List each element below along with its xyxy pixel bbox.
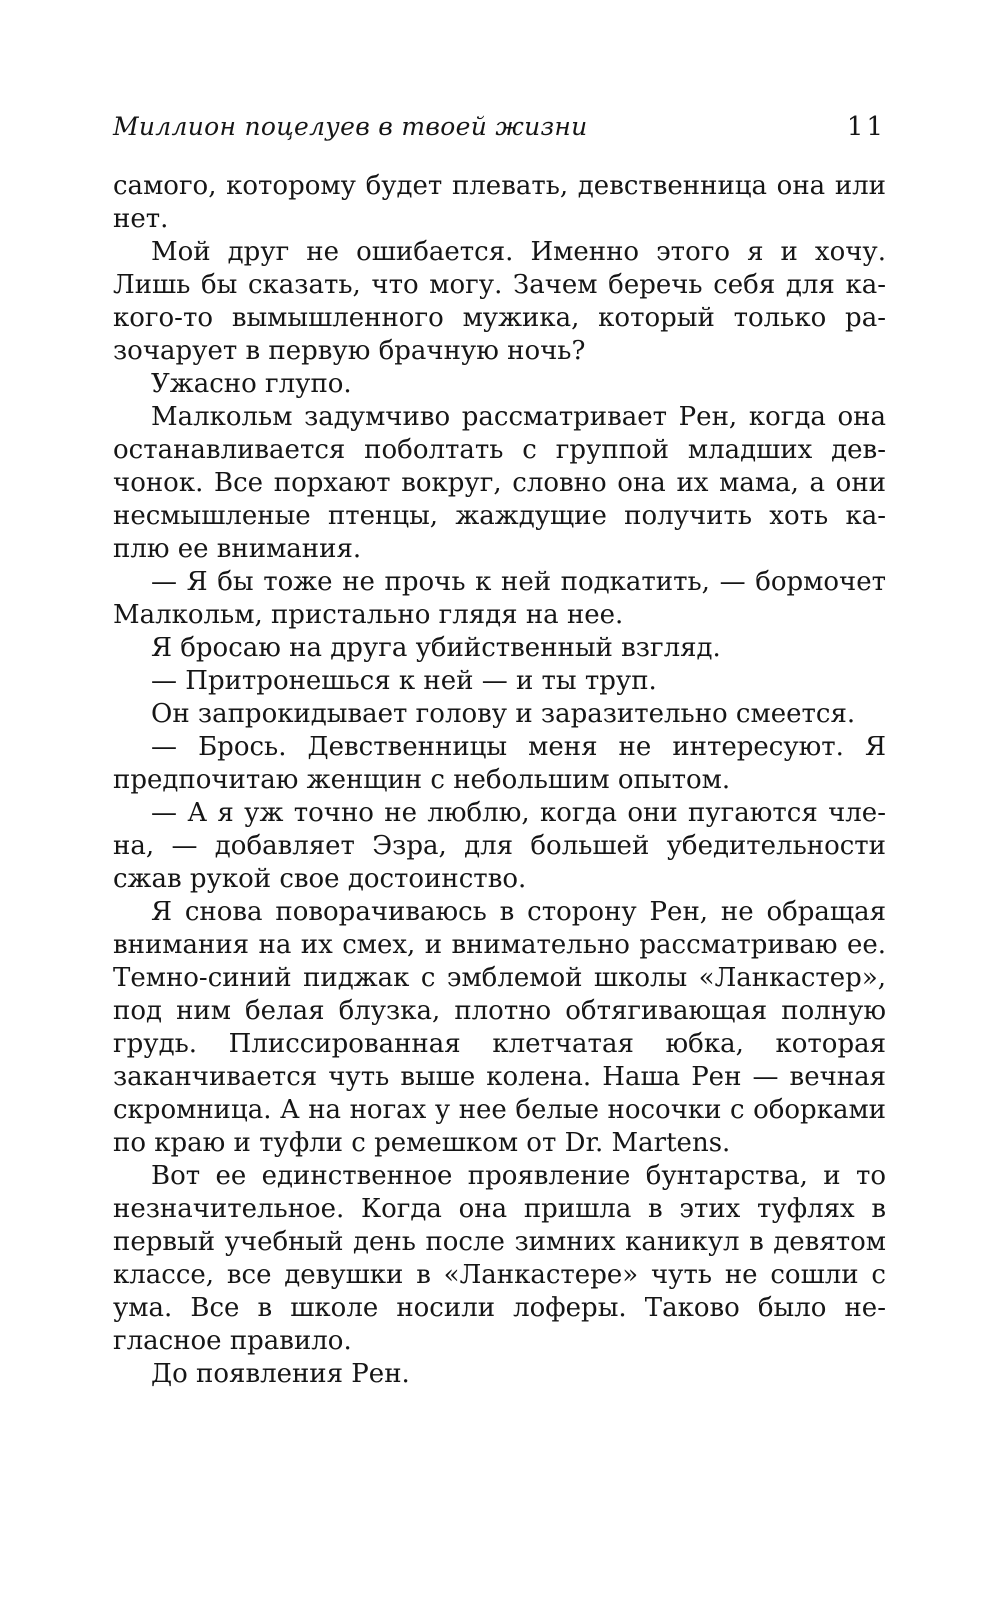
page-number: 11 (846, 112, 886, 142)
paragraph: самого, которому будет плевать, девственница она или нет. (113, 171, 886, 234)
running-header (113, 112, 886, 142)
paragraph: До появления Рен. (151, 1359, 410, 1389)
paragraph: — А я уж точно не люблю, когда они пугаются члена, — добавляет Эзра, для большей убедительности сжав рукой свое достоинство. (113, 798, 886, 894)
paragraph: — Притронешься к ней — и ты труп. (151, 666, 657, 696)
paragraph: Я снова поворачиваюсь в сторону Рен, не обращая внимания на их смех, и внимательно рассматриваю ее. Темно-синий пиджак с эмблемой школы «Ланкастер», под ним белая блузка, плотно обтягивающая полную грудь. Плиссированная клетчатая юбка, которая заканчивается чуть выше колена. Наша Рен — вечная скромница. А на ногах у нее белые носочки с оборками по краю и туфли с ремешком от Dr. Martens. (113, 897, 886, 1158)
paragraph: Он запрокидывает голову и заразительно смеется. (151, 699, 856, 729)
paragraph: Я бросаю на друга убийственный взгляд. (151, 633, 721, 663)
paragraph: Малкольм задумчиво рассматривает Рен, когда она останавливается поболтать с группой младших девчонок. Все порхают вокруг, словно она их мама, а они несмышленые птенцы, жаждущие получить хоть каплю ее внимания. (113, 402, 886, 564)
running-title: Миллион поцелуев в твоей жизни (113, 112, 588, 141)
paragraph: Ужасно глупо. (151, 369, 352, 399)
paragraph: — Я бы тоже не прочь к ней подкатить, — бормочет Малкольм, пристально глядя на нее. (113, 567, 886, 630)
page-body (113, 170, 886, 1391)
paragraph: — Брось. Девственницы меня не интересуют. Я предпочитаю женщин с небольшим опытом. (113, 732, 886, 795)
paragraph: Мой друг не ошибается. Именно этого я и хочу. Лишь бы сказать, что могу. Зачем беречь себя для какого-то вымышленного мужика, который только разочарует в первую брачную ночь? (113, 237, 886, 366)
paragraph: Вот ее единственное проявление бунтарства, и то незначительное. Когда она пришла в этих туфлях в первый учебный день после зимних каникул в девятом классе, все девушки в «Ланкастере» чуть не сошли с ума. Все в школе носили лоферы. Таково было негласное правило. (113, 1161, 886, 1356)
